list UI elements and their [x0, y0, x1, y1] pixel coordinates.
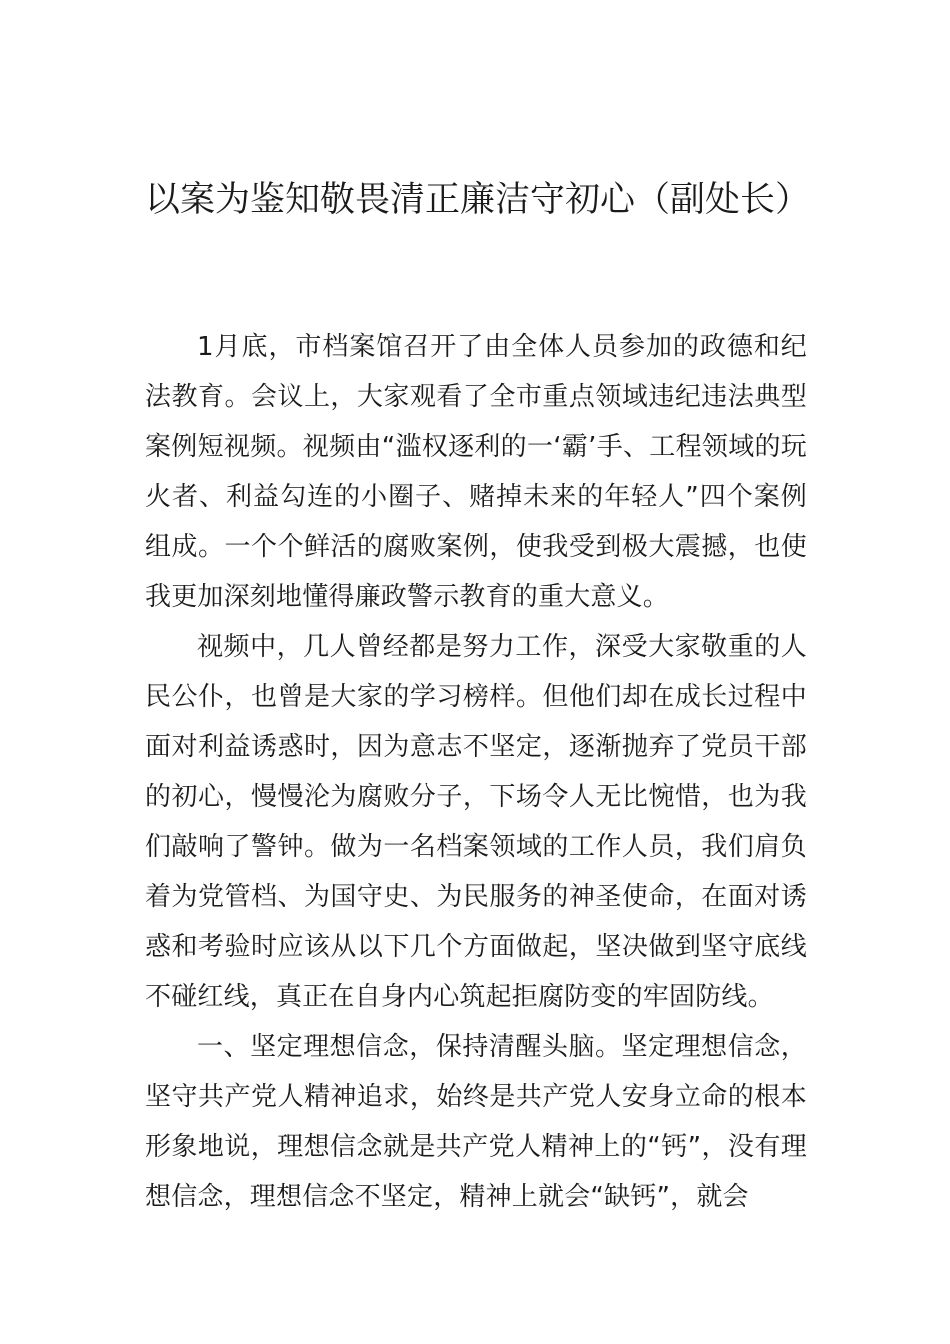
paragraph-3: 一、坚定理想信念，保持清醒头脑。坚定理想信念，坚守共产党人精神追求，始终是共产党人安身立命的根本形象地说，理想信念就是共产党人精神上的“钙”，没有理想信念，理想信念不坚定，精神上就会“缺钙”，就会 — [145, 1032, 807, 1212]
document-title: 以案为鉴知敬畏清正廉洁守初心（副处长） — [145, 180, 811, 220]
paragraph-1: 1月底，市档案馆召开了由全体人员参加的政德和纪法教育。会议上，大家观看了全市重点领域违纪违法典型案例短视频。视频由“滥权逐利的一‘霸’手、工程领域的玩火者、利益勾连的小圈子、赌掉未来的年轻人”四个案例组成。一个个鲜活的腐败案例，使我受到极大震撼，也使我更加深刻地懂得廉政警示教育的重大意义。 — [145, 332, 807, 612]
paragraph-2: 视频中，几人曾经都是努力工作，深受大家敬重的人民公仆，也曾是大家的学习榜样。但他们却在成长过程中面对利益诱惑时，因为意志不坚定，逐渐抛弃了党员干部的初心，慢慢沦为腐败分子，下场令人无比惋惜，也为我们敲响了警钟。做为一名档案领域的工作人员，我们肩负着为党管档、为国守史、为民服务的神圣使命，在面对诱惑和考验时应该从以下几个方面做起，坚决做到坚守底线不碰红线，真正在自身内心筑起拒腐防变的牢固防线。 — [145, 632, 807, 1012]
document-body — [145, 322, 807, 1222]
